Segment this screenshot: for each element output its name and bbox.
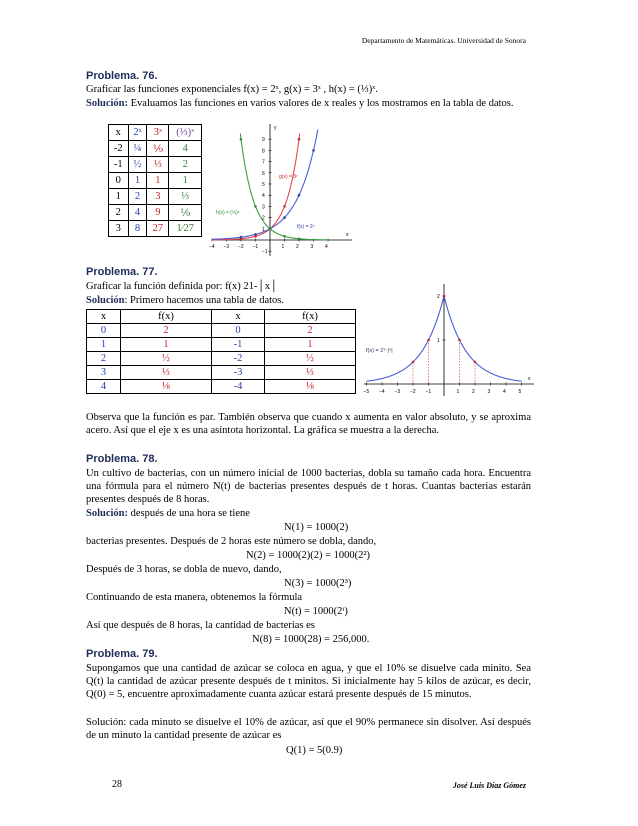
problem-78-text4: Continuando de esta manera, obtenemos la fórmula [86, 592, 303, 603]
table-row [109, 173, 202, 189]
cell: 2 [109, 205, 129, 221]
col-header-2x: 2ˣ [128, 125, 147, 141]
table-76 [108, 124, 202, 237]
f-point [474, 361, 477, 364]
problem-78-solution [86, 507, 250, 520]
problem-79-text: Supongamos que una cantidad de azúcar se coloca en agua, y que el 10% se disuelve cada minito. Sea Q(t) la cantidad de azúcar presente después de t minitos. Si inicialmente hay 5 kilos de azúcar, es decir, Q(0) = 5, encuentre aproximadamente cuanta azúcar estará presente después de 15 minutos. [86, 663, 531, 701]
col-header-x: x [87, 310, 121, 324]
h-curve [240, 134, 328, 240]
cell: 2 [169, 157, 202, 173]
cell: 1⁄27 [169, 221, 202, 237]
x-tick-label: −2 [238, 244, 244, 250]
problem-78-text3: Después de 3 horas, se dobla de nuevo, dando, [86, 564, 282, 575]
x-tick-label: −3 [223, 244, 230, 250]
h-point [298, 237, 301, 240]
graph-abs-exponential [360, 280, 536, 404]
table-row [87, 366, 356, 380]
cell: ⅛ [264, 380, 355, 394]
cell: 0 [87, 324, 121, 338]
y-tick-label: 2 [262, 215, 265, 222]
cell: 1 [169, 173, 202, 189]
f-label: f(x) = 2¹⁻|ˣ| [366, 348, 393, 354]
g-point [298, 138, 301, 141]
problem-79-title: Problema. 79. [86, 648, 158, 660]
y-tick-label: 1 [262, 226, 265, 233]
cell: -2 [211, 352, 264, 366]
footer-author: José Luis Díaz Gómez [452, 781, 526, 790]
h-point [240, 138, 243, 141]
cell: 1 [128, 173, 147, 189]
graph-77-ticks [364, 294, 522, 395]
cell: 1 [147, 173, 169, 189]
cell: 2 [87, 352, 121, 366]
equation-q1: Q(1) = 5(0.9) [286, 745, 343, 756]
x-tick-label: −1 [425, 389, 432, 395]
problem-78-title: Problema. 78. [86, 453, 158, 465]
cell: 9 [147, 205, 169, 221]
y-tick-label: 1 [437, 338, 440, 344]
problem-78-text2: bacterias presentes. Después de 2 horas este número se dobla, dando, [86, 536, 377, 547]
problem-77-statement: Graficar la función definida por: f(x) 21-│x│ [86, 281, 278, 292]
col-header-x-neg: x [211, 310, 264, 324]
x-tick-label: −4 [379, 389, 385, 395]
g-point [240, 237, 243, 240]
page-header: Departamento de Matemáticas. Universidad de Sonora [361, 36, 526, 45]
g-curve [212, 134, 300, 240]
col-header-third-x: (⅓)ˣ [169, 125, 202, 141]
equation-n8: N(8) = 1000(28) = 256,000. [252, 634, 370, 645]
cell: ½ [128, 157, 147, 173]
solution-label: Solución: [86, 98, 129, 109]
cell: 2 [128, 189, 147, 205]
problem-76-title: Problema. 76. [86, 70, 158, 82]
g-point [254, 235, 257, 238]
y-tick-label: −1 [262, 249, 268, 256]
table-row [109, 141, 202, 157]
cell: 8 [128, 221, 147, 237]
cell: 3 [147, 189, 169, 205]
cell: ¼ [128, 141, 147, 157]
problem-78-text: Un cultivo de bacterias, con un número inicial de 1000 bacterias, dobla su tamaño cada hora. Encuentra una fórmula para el número N(t) de bacterias presentes después de t horas. Cuantas bacterias estarán presentes después de 8 horas. [86, 468, 531, 506]
table-row [109, 189, 202, 205]
table-row [87, 324, 356, 338]
table-row [109, 157, 202, 173]
col-header-x: x [109, 125, 129, 141]
f-point [443, 295, 446, 298]
problem-77-title: Problema. 77. [86, 266, 158, 278]
page-number: 28 [112, 779, 122, 790]
x-tick-label: −5 [363, 389, 370, 395]
equation-n2: N(2) = 1000(2)(2) = 1000(2²) [246, 550, 371, 561]
solution-label: Solución [86, 295, 125, 306]
col-header-fx-neg: f(x) [264, 310, 355, 324]
cell: 1 [120, 338, 211, 352]
problem-76-solution [86, 97, 531, 110]
f-point [458, 339, 461, 342]
cell: 2 [120, 324, 211, 338]
x-axis-label: x [528, 376, 531, 382]
graph-exponentials [206, 120, 354, 260]
cell: 2 [264, 324, 355, 338]
table-row [87, 338, 356, 352]
cell: -4 [211, 380, 264, 394]
table-row [109, 221, 202, 237]
h-point [283, 235, 286, 238]
cell: ⅑ [169, 205, 202, 221]
cell: ⅓ [264, 366, 355, 380]
h-point [269, 228, 272, 231]
cell: 1 [87, 338, 121, 352]
equation-nt: N(t) = 1000(2ᵗ) [284, 606, 348, 617]
x-tick-label: 4 [503, 389, 506, 395]
cell: ½ [120, 352, 211, 366]
y-tick-label: 4 [262, 193, 265, 200]
graph-76-ticks [209, 137, 328, 255]
y-tick-label: 7 [262, 159, 265, 166]
solution-text: : Primero hacemos una tabla de datos. [124, 295, 285, 306]
cell: 3 [109, 221, 129, 237]
table-row [109, 205, 202, 221]
cell: 4 [128, 205, 147, 221]
equation-n1: N(1) = 1000(2) [284, 522, 349, 533]
x-tick-label: 4 [325, 244, 328, 250]
x-tick-label: 1 [281, 244, 285, 250]
cell: 27 [147, 221, 169, 237]
x-tick-label: 5 [518, 389, 522, 395]
x-tick-label: −3 [394, 389, 401, 395]
problem-76-statement: Graficar las funciones exponenciales f(x) = 2ˣ, g(x) = 3ˣ , h(x) = (⅓)ˣ. [86, 84, 378, 95]
f-label: f(x) = 2ˣ [297, 224, 315, 230]
cell: 3 [87, 366, 121, 380]
g-point [283, 205, 286, 208]
cell: 1 [109, 189, 129, 205]
y-tick-label: 3 [262, 204, 265, 211]
cell: 0 [109, 173, 129, 189]
y-tick-label: 8 [262, 148, 265, 155]
table-header-row [109, 125, 202, 141]
cell: 4 [169, 141, 202, 157]
cell: -1 [109, 157, 129, 173]
cell: 0 [211, 324, 264, 338]
x-tick-label: −1 [252, 244, 259, 250]
f-point [312, 149, 315, 152]
cell: ½ [264, 352, 355, 366]
x-tick-label: 1 [456, 389, 460, 395]
x-tick-label: −4 [209, 244, 215, 250]
col-header-3x: 3ˣ [147, 125, 169, 141]
x-tick-label: 3 [487, 389, 491, 395]
h-point [254, 205, 257, 208]
y-axis-label: y [274, 125, 277, 131]
h-label: h(x) = (⅓)ˣ [216, 210, 240, 216]
f-point [283, 216, 286, 219]
y-tick-label: 6 [262, 170, 265, 177]
x-tick-label: 3 [310, 244, 314, 250]
table-row [87, 352, 356, 366]
solution-text: después de una hora se tiene [128, 508, 250, 519]
y-tick-label: 5 [262, 182, 265, 188]
x-tick-label: 2 [472, 389, 475, 395]
y-tick-label: 2 [437, 294, 440, 300]
solution-text: Evaluamos las funciones en varios valores de x reales y los mostramos en la tabla de datos. [128, 98, 514, 109]
x-axis-label: x [346, 232, 349, 238]
table-77 [86, 309, 356, 394]
x-tick-label: −2 [410, 389, 416, 395]
problem-78-text5: Así que después de 8 horas, la cantidad de bacterias es [86, 620, 315, 631]
g-label: g(x) = 3ˣ [279, 174, 298, 180]
equation-n3: N(3) = 1000(2³) [284, 578, 352, 589]
cell: ⅛ [120, 380, 211, 394]
table-row [87, 380, 356, 394]
problem-77-observation: Observa que la función es par. También observa que cuando x aumenta en valor absoluto, y se aproxima acero. Así que el eje x es una asíntota horizontal. La gráfica se muestra a la derecha. [86, 412, 531, 437]
cell: 4 [87, 380, 121, 394]
cell: ⅓ [147, 157, 169, 173]
problem-79-solution: Solución: cada minuto se disuelve el 10% de azúcar, así que el 90% permanece sin disolver. Así después de un minuto la cantidad presente de azúcar es [86, 717, 531, 742]
y-tick-label: 9 [262, 137, 265, 144]
cell: ⅑ [147, 141, 169, 157]
cell: 1 [264, 338, 355, 352]
f-point [298, 194, 301, 197]
table-header-row [87, 310, 356, 324]
cell: -2 [109, 141, 129, 157]
cell: -1 [211, 338, 264, 352]
f-point [412, 361, 415, 364]
solution-label: Solución: [86, 508, 129, 519]
x-tick-label: 2 [296, 244, 299, 250]
f-point [427, 339, 430, 342]
col-header-fx: f(x) [120, 310, 211, 324]
cell: ⅓ [120, 366, 211, 380]
cell: ⅓ [169, 189, 202, 205]
cell: -3 [211, 366, 264, 380]
